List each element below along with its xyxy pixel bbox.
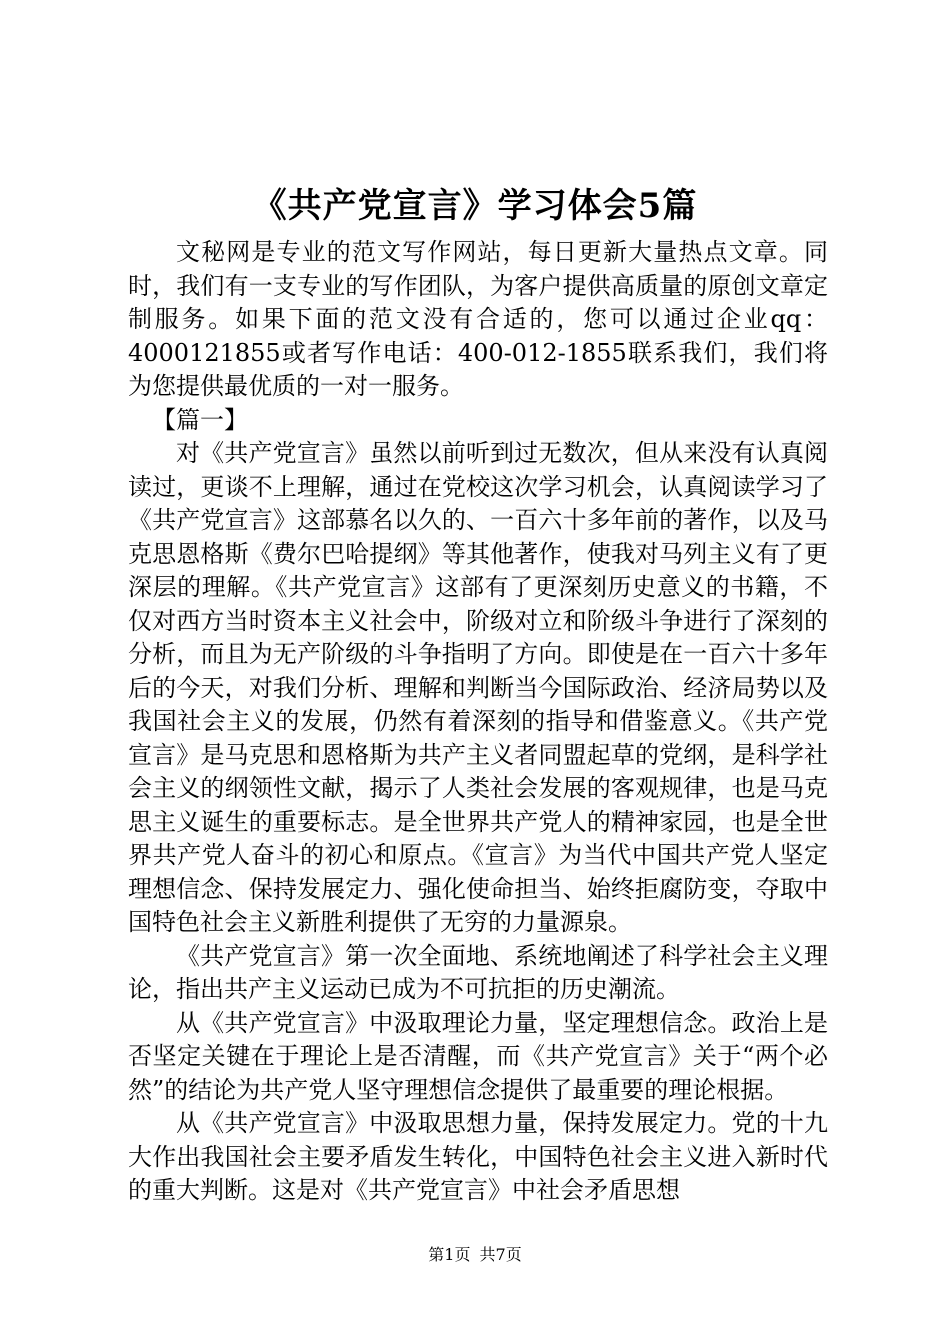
body-paragraph-3: 从《共产党宣言》中汲取理论力量，坚定理想信念。政治上是否坚定关键在于理论上是否清醒，而《共产党宣言》关于“两个必然”的结论为共产党人坚守理想信念提供了最重要的理论根据。 [128,1008,828,1104]
document-title: 《共产党宣言》学习体会5篇 [252,186,698,226]
document-body [128,236,828,1208]
page-footer [0,1244,950,1266]
body-paragraph-1: 对《共产党宣言》虽然以前听到过无数次，但从来没有认真阅读过，更谈不上理解，通过在党校这次学习机会，认真阅读学习了《共产党宣言》这部慕名以久的、一百六十多年前的著作，以及马克思恩格斯《费尔巴哈提纲》等其他著作，使我对马列主义有了更深层的理解。《共产党宣言》这部有了更深刻历史意义的书籍，不仅对西方当时资本主义社会中，阶级对立和阶级斗争进行了深刻的分析，而且为无产阶级的斗争指明了方向。即使是在一百六十多年后的今天，对我们分析、理解和判断当今国际政治、经济局势以及我国社会主义的发展，仍然有着深刻的指导和借鉴意义。《共产党宣言》是马克思和恩格斯为共产主义者同盟起草的党纲，是科学社会主义的纲领性文献，揭示了人类社会发展的客观规律，也是马克思主义诞生的重要标志。是全世界共产党人的精神家园，也是全世界共产党人奋斗的初心和原点。《宣言》为当代中国共产党人坚定理想信念、保持发展定力、强化使命担当、始终拒腐防变，夺取中国特色社会主义新胜利提供了无穷的力量源泉。 [128,439,828,936]
page-number: 第1页 [428,1245,471,1264]
body-paragraph-2: 《共产党宣言》第一次全面地、系统地阐述了科学社会主义理论，指出共产主义运动已成为不可抗拒的历史潮流。 [128,941,828,1003]
section-heading: 【篇一】 [152,405,248,434]
page-total: 共7页 [479,1245,522,1264]
body-paragraph-4: 从《共产党宣言》中汲取思想力量，保持发展定力。党的十九大作出我国社会主要矛盾发生转化，中国特色社会主义进入新时代的重大判断。这是对《共产党宣言》中社会矛盾思想 [128,1109,828,1204]
intro-paragraph: 文秘网是专业的范文写作网站，每日更新大量热点文章。同时，我们有一支专业的写作团队，为客户提供高质量的原创文章定制服务。如果下面的范文没有合适的，您可以通过企业qq：4000121855或者写作电话：400-012-1855联系我们，我们将为您提供最优质的一对一服务。 [128,238,828,400]
